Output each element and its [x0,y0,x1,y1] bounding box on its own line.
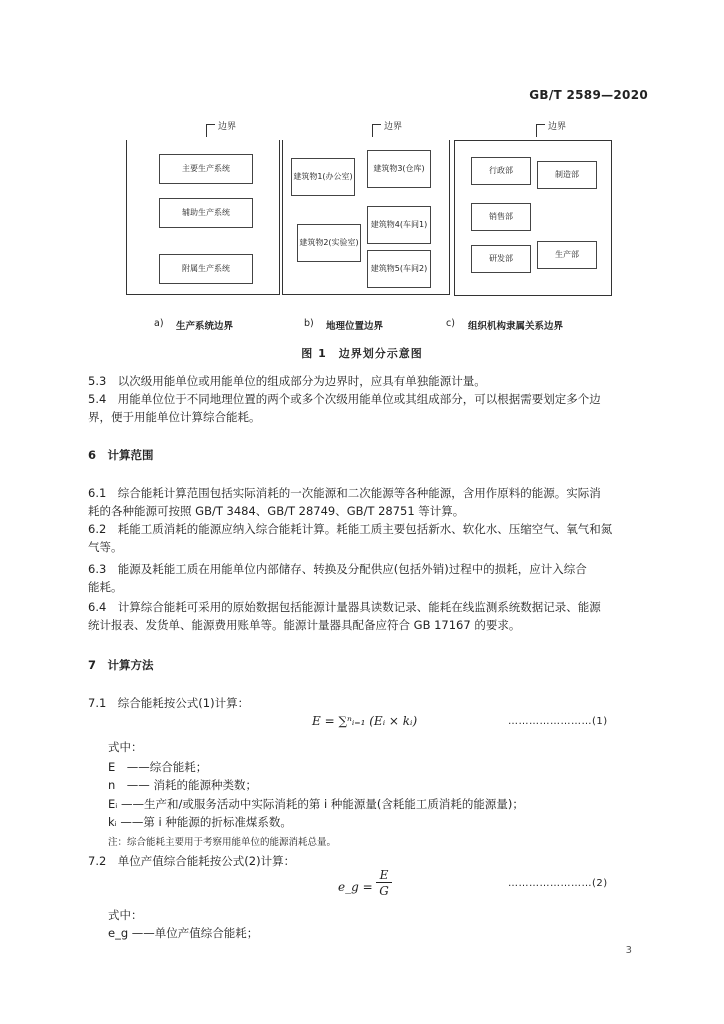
standard-number: GB/T 2589—2020 [529,88,648,102]
box-building-5: 建筑物5 (车间2) [367,250,431,288]
boundary-figure [124,118,612,300]
box-auxiliary-production: 辅助生产系统 [159,198,253,228]
boundary-leader-c [536,124,545,137]
clause-6-3-line1: 6.3 能源及耗能工质在用能单位内部储存、转换及分配供应(包括外销)过程中的损耗，应计入综合 [88,562,587,576]
boundary-label-b: 边界 [384,122,403,132]
caption-b: 地理位置边界 [326,321,384,332]
box-manufacturing-dept: 制造部 [537,161,597,189]
boundary-label-c: 边界 [548,122,567,132]
boundary-label-a: 边界 [218,122,237,132]
clause-6-4-line1: 6.4 计算综合能耗可采用的原始数据包括能源计量器具读数记录、能耗在线监测系统数据记录、能源 [88,600,601,614]
definition-eg: e_g ——单位产值综合能耗； [108,926,259,940]
figure-title: 图 1 边界划分示意图 [301,347,423,360]
caption-b-letter: b) [304,318,314,329]
clause-6-2-line1: 6.2 耗能工质消耗的能源应纳入综合能耗计算。耗能工质主要包括新水、软化水、压缩空气、氧气和氮 [88,522,613,536]
definition-n: n —— 消耗的能源种类数； [108,778,257,792]
panel-a-boundary [126,140,280,295]
where-label-1: 式中： [108,740,143,754]
box-rnd-dept: 研发部 [471,245,531,273]
clause-6-1-line1: 6.1 综合能耗计算范围包括实际消耗的一次能源和二次能源等各种能源，含用作原料的能源。实际消 [88,486,601,500]
clause-5-4-line2: 界，便于用能单位计算综合能耗。 [88,410,261,424]
clause-6-3-line2: 能耗。 [88,580,123,594]
clause-7-2: 7.2 单位产值综合能耗按公式(2)计算： [88,854,296,868]
caption-c: 组织机构隶属关系边界 [468,321,564,332]
formula-1-number: ……………………(1) [508,716,608,727]
section-6-heading: 6 计算范围 [88,448,154,462]
formula-1: E = ∑ⁿᵢ₌₁ (Eᵢ × kᵢ) [312,714,418,728]
definition-Ei: Eᵢ ——生产和/或服务活动中实际消耗的第 i 种能源量(含耗能工质消耗的能源量)； [108,797,524,811]
box-affiliated-production: 附属生产系统 [159,254,253,284]
box-building-2: 建筑物2 (实验室) [297,224,361,262]
definition-E: E ——综合能耗； [108,760,208,774]
caption-a-letter: a) [154,318,164,329]
formula-2-number: ……………………(2) [508,878,608,889]
clause-6-2-line2: 气等。 [88,540,123,554]
box-sales-dept: 销售部 [471,203,531,231]
boundary-leader-a [206,124,215,137]
definition-ki: kᵢ ——第 i 种能源的折标准煤系数。 [108,815,292,829]
note: 注：综合能耗主要用于考察用能单位的能源消耗总量。 [108,837,337,848]
clause-6-4-line2: 统计报表、发货单、能源费用账单等。能源计量器具配备应符合 GB 17167 的要求。 [88,618,521,632]
box-production-dept: 生产部 [537,241,597,269]
clause-5-4-line1: 5.4 用能单位位于不同地理位置的两个或多个次级用能单位或其组成部分，可以根据需要划定多个边 [88,392,601,406]
panel-c-boundary [454,140,612,296]
clause-5-3: 5.3 以次级用能单位或用能单位的组成部分为边界时，应具有单独能源计量。 [88,374,486,388]
box-building-1: 建筑物1 (办公室) [291,158,355,196]
where-label-2: 式中： [108,908,143,922]
boundary-leader-b [372,124,381,137]
formula-2-numerator: E [376,868,392,883]
page-number: 3 [625,945,632,956]
formula-2-lhs: e_g = [338,880,373,894]
clause-7-1: 7.1 综合能耗按公式(1)计算： [88,696,250,710]
section-7-heading: 7 计算方法 [88,658,154,672]
clause-6-1-line2: 耗的各种能源可按照 GB/T 3484、GB/T 28749、GB/T 28751 等计算。 [88,504,465,518]
box-admin-dept: 行政部 [471,157,531,185]
panel-b-boundary [282,140,450,295]
formula-2-denominator: G [379,884,389,898]
caption-a: 生产系统边界 [176,321,234,332]
box-building-4: 建筑物4 (车间1) [367,206,431,244]
caption-c-letter: c) [446,318,455,329]
box-main-production: 主要生产系统 [159,154,253,184]
box-building-3: 建筑物3 (仓库) [367,150,431,188]
